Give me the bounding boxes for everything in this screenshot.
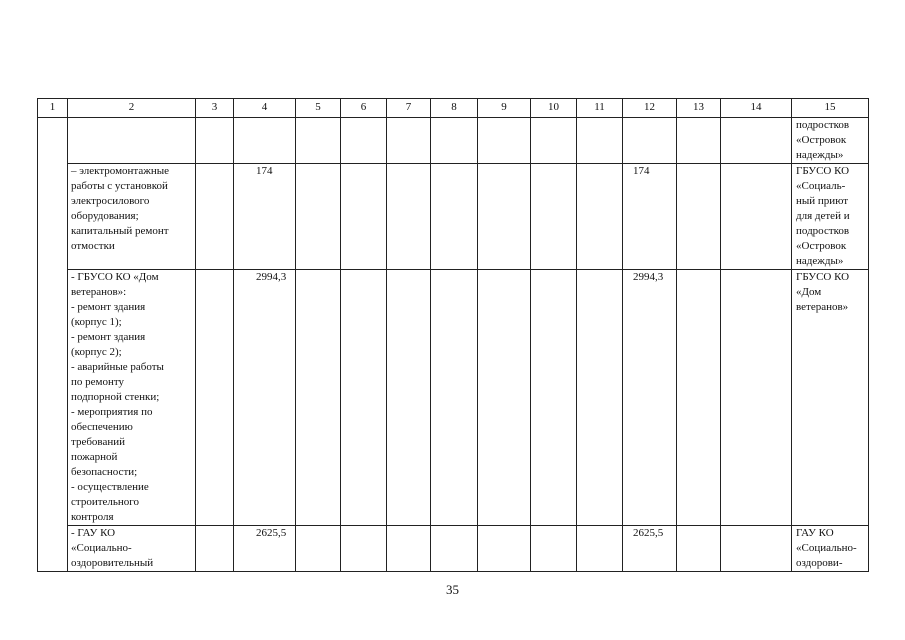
header-cell: 2 (68, 99, 196, 118)
table-cell (721, 526, 792, 572)
table-cell (341, 270, 387, 526)
table-cell (531, 270, 577, 526)
table-cell-value: 2994,3 (623, 270, 677, 526)
table-cell (531, 164, 577, 270)
table-row (38, 270, 869, 526)
header-cell: 5 (296, 99, 341, 118)
table-cell (196, 164, 234, 270)
table-cell (387, 164, 431, 270)
table-cell-value: 2625,5 (623, 526, 677, 572)
budget-table (37, 98, 869, 572)
table-row (38, 526, 869, 572)
header-cell: 11 (577, 99, 623, 118)
table-cell-value (234, 118, 296, 164)
header-cell: 4 (234, 99, 296, 118)
table-cell (577, 164, 623, 270)
header-cell: 15 (792, 99, 869, 118)
table-cell-name: - ГАУ КО «Социально- оздоровительный (68, 526, 196, 572)
table-cell (387, 118, 431, 164)
table-cell-value: 2994,3 (234, 270, 296, 526)
table-cell-value: 174 (623, 164, 677, 270)
table-cell (296, 270, 341, 526)
table-cell (431, 270, 478, 526)
header-cell: 14 (721, 99, 792, 118)
table-cell-institution: подростков «Островок надежды» (792, 118, 869, 164)
table-cell (478, 118, 531, 164)
table-cell (677, 118, 721, 164)
merged-cell-col1 (38, 118, 68, 572)
table-cell-name (68, 118, 196, 164)
header-cell: 10 (531, 99, 577, 118)
table-row (38, 118, 869, 164)
table-cell (341, 118, 387, 164)
table-cell-name: - ГБУСО КО «Дом ветеранов»: - ремонт здания (корпус 1); - ремонт здания (корпус 2); - аварийные работы по ремонту подпорной стенки; - мероприятия по обеспечению требований пожарной безопасности; - осуществление строительного контроля (68, 270, 196, 526)
table-cell-institution: ГБУСО КО «Дом ветеранов» (792, 270, 869, 526)
table-cell (431, 118, 478, 164)
table-cell-value: 2625,5 (234, 526, 296, 572)
table-cell (196, 526, 234, 572)
table-cell (387, 526, 431, 572)
table-cell (431, 164, 478, 270)
table-cell (478, 526, 531, 572)
table-cell-value: 174 (234, 164, 296, 270)
header-cell: 9 (478, 99, 531, 118)
table-cell (296, 118, 341, 164)
table-cell-name: – электромонтажные работы с установкой электросилового оборудования; капитальный ремонт отмостки (68, 164, 196, 270)
table-cell (196, 270, 234, 526)
table-cell-institution: ГБУСО КО «Социаль- ный приют для детей и подростков «Островок надежды» (792, 164, 869, 270)
table-header-row (38, 99, 869, 118)
table-cell (341, 164, 387, 270)
header-cell: 3 (196, 99, 234, 118)
table-cell (531, 526, 577, 572)
table-cell (296, 526, 341, 572)
table-cell (721, 118, 792, 164)
header-cell: 13 (677, 99, 721, 118)
header-cell: 8 (431, 99, 478, 118)
table-cell (677, 164, 721, 270)
table-cell-value (623, 118, 677, 164)
table-cell (478, 164, 531, 270)
table-cell-institution: ГАУ КО «Социально- оздорови- (792, 526, 869, 572)
table-cell (577, 270, 623, 526)
table-row (38, 164, 869, 270)
table-cell (531, 118, 577, 164)
table-cell (341, 526, 387, 572)
page-number: 35 (446, 582, 459, 597)
table-cell (296, 164, 341, 270)
table-cell (721, 164, 792, 270)
table-cell (387, 270, 431, 526)
header-cell: 12 (623, 99, 677, 118)
table-cell (196, 118, 234, 164)
header-cell: 1 (38, 99, 68, 118)
table-cell (478, 270, 531, 526)
table-cell (431, 526, 478, 572)
header-cell: 6 (341, 99, 387, 118)
header-cell: 7 (387, 99, 431, 118)
table-cell (577, 526, 623, 572)
table-cell (577, 118, 623, 164)
table-cell (721, 270, 792, 526)
table-cell (677, 270, 721, 526)
table-cell (677, 526, 721, 572)
